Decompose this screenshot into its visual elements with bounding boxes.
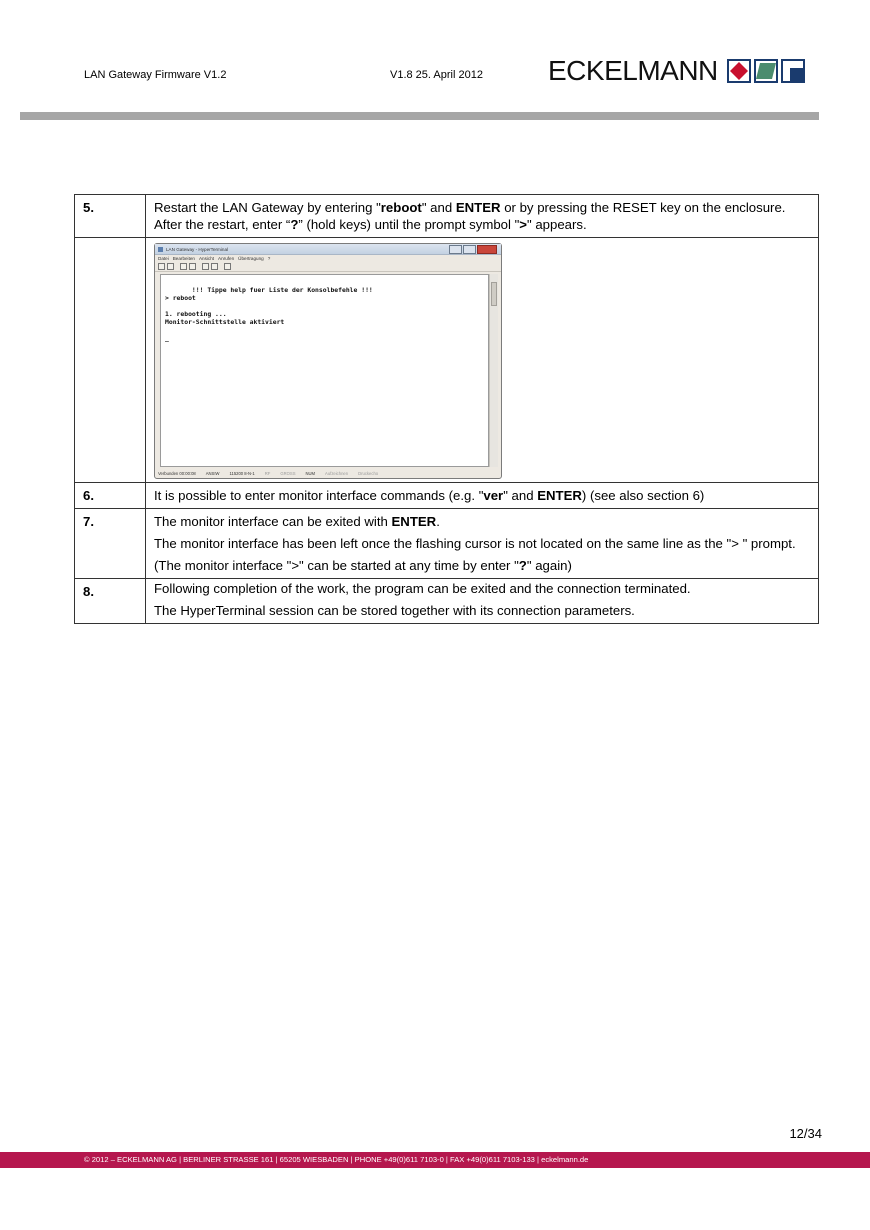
step-8-line: Following completion of the work, the program can be exited and the connection terminated. <box>154 581 691 596</box>
page-number: 12/34 <box>789 1126 822 1141</box>
terminal-line: 1. rebooting ... <box>165 310 227 318</box>
status-item: NUM <box>305 470 316 476</box>
table-row <box>75 579 819 624</box>
status-item: RF <box>264 470 271 476</box>
terminal-line <box>165 302 484 310</box>
status-bar <box>158 469 498 477</box>
screenshot-cell <box>146 238 819 483</box>
properties-icon <box>224 263 231 270</box>
send-icon <box>202 263 209 270</box>
footer-bar: © 2012 – ECKELMANN AG | BERLINER STRASSE 161 | 65205 WIESBADEN | PHONE +49(0)611 7103-0 | FAX +49(0)611 7103-133 | eckelmann.de <box>0 1152 870 1168</box>
maximize-icon <box>463 245 476 254</box>
step-7-line: (The monitor interface ">" can be started at any time by enter "?" again) <box>154 558 572 573</box>
window-controls <box>448 245 497 254</box>
status-item: ANSIW <box>205 470 220 476</box>
step-6-line: It is possible to enter monitor interface commands (e.g. "ver" and ENTER) (see also section 6) <box>154 488 705 503</box>
terminal-line: Monitor-Schnittstelle aktiviert <box>165 318 285 326</box>
menu-item: ? <box>267 256 271 261</box>
step-text <box>146 579 819 624</box>
step-8-line: The HyperTerminal session can be stored together with its connection parameters. <box>154 603 635 618</box>
terminal-line: > reboot <box>165 294 196 302</box>
minimize-icon <box>449 245 462 254</box>
step-number: 7. <box>75 509 146 579</box>
step-text <box>146 509 819 579</box>
table-row <box>75 238 819 483</box>
status-item: GROSS <box>280 470 296 476</box>
terminal-line: !!! Tippe help fuer Liste der Konsolbefehle !!! <box>165 286 373 294</box>
step-text <box>146 483 819 509</box>
terminal-line <box>165 278 484 286</box>
status-item: Aufzeichnen <box>325 470 349 476</box>
header-divider <box>20 112 819 120</box>
eckelmann-logo <box>548 55 805 87</box>
status-item: 115200 8-N-1 <box>229 470 255 476</box>
logo-squares-icon <box>724 59 805 83</box>
close-icon <box>477 245 497 254</box>
new-icon <box>158 263 165 270</box>
menu-bar <box>155 255 501 262</box>
step-7-line: The monitor interface can be exited with ENTER. <box>154 514 440 529</box>
status-item: Druckecho <box>358 470 379 476</box>
open-icon <box>167 263 174 270</box>
steps-table <box>74 194 819 624</box>
menu-item: Ansicht <box>198 256 215 261</box>
table-row <box>75 195 819 238</box>
logo-text: ECKELMANN <box>548 55 718 86</box>
menu-item: Anrufen <box>218 256 235 261</box>
window-title: LAN Gateway - HyperTerminal <box>166 246 229 252</box>
toolbar <box>155 262 501 272</box>
step-number: 8. <box>75 579 146 624</box>
step-7-line: The monitor interface has been left once the flashing cursor is not located on the same line as the "> " prompt. <box>154 536 796 551</box>
step-number: 5. <box>75 195 146 238</box>
menu-item: Datei <box>158 256 169 261</box>
menu-item: Übertragung <box>238 256 264 261</box>
hyperterminal-screenshot <box>154 243 502 479</box>
disconnect-icon <box>189 263 196 270</box>
step-5-line: Restart the LAN Gateway by entering "reboot" and ENTER or by pressing the RESET key on the enclosure. After the restart, enter “?” (hold keys) until the prompt symbol ">" appears. <box>154 200 786 232</box>
connect-icon <box>180 263 187 270</box>
terminal-output <box>160 274 489 467</box>
table-row <box>75 509 819 579</box>
terminal-line <box>165 326 484 334</box>
step-text <box>146 195 819 238</box>
status-item: Verbunden 00:00:08 <box>158 470 196 476</box>
version-date: V1.8 25. April 2012 <box>390 69 483 81</box>
terminal-line: _ <box>165 334 169 342</box>
menu-item: Bearbeiten <box>172 256 195 261</box>
step-number: 6. <box>75 483 146 509</box>
receive-icon <box>211 263 218 270</box>
terminal-scrollbar <box>489 274 498 467</box>
table-row <box>75 483 819 509</box>
document-title: LAN Gateway Firmware V1.2 <box>84 69 227 81</box>
